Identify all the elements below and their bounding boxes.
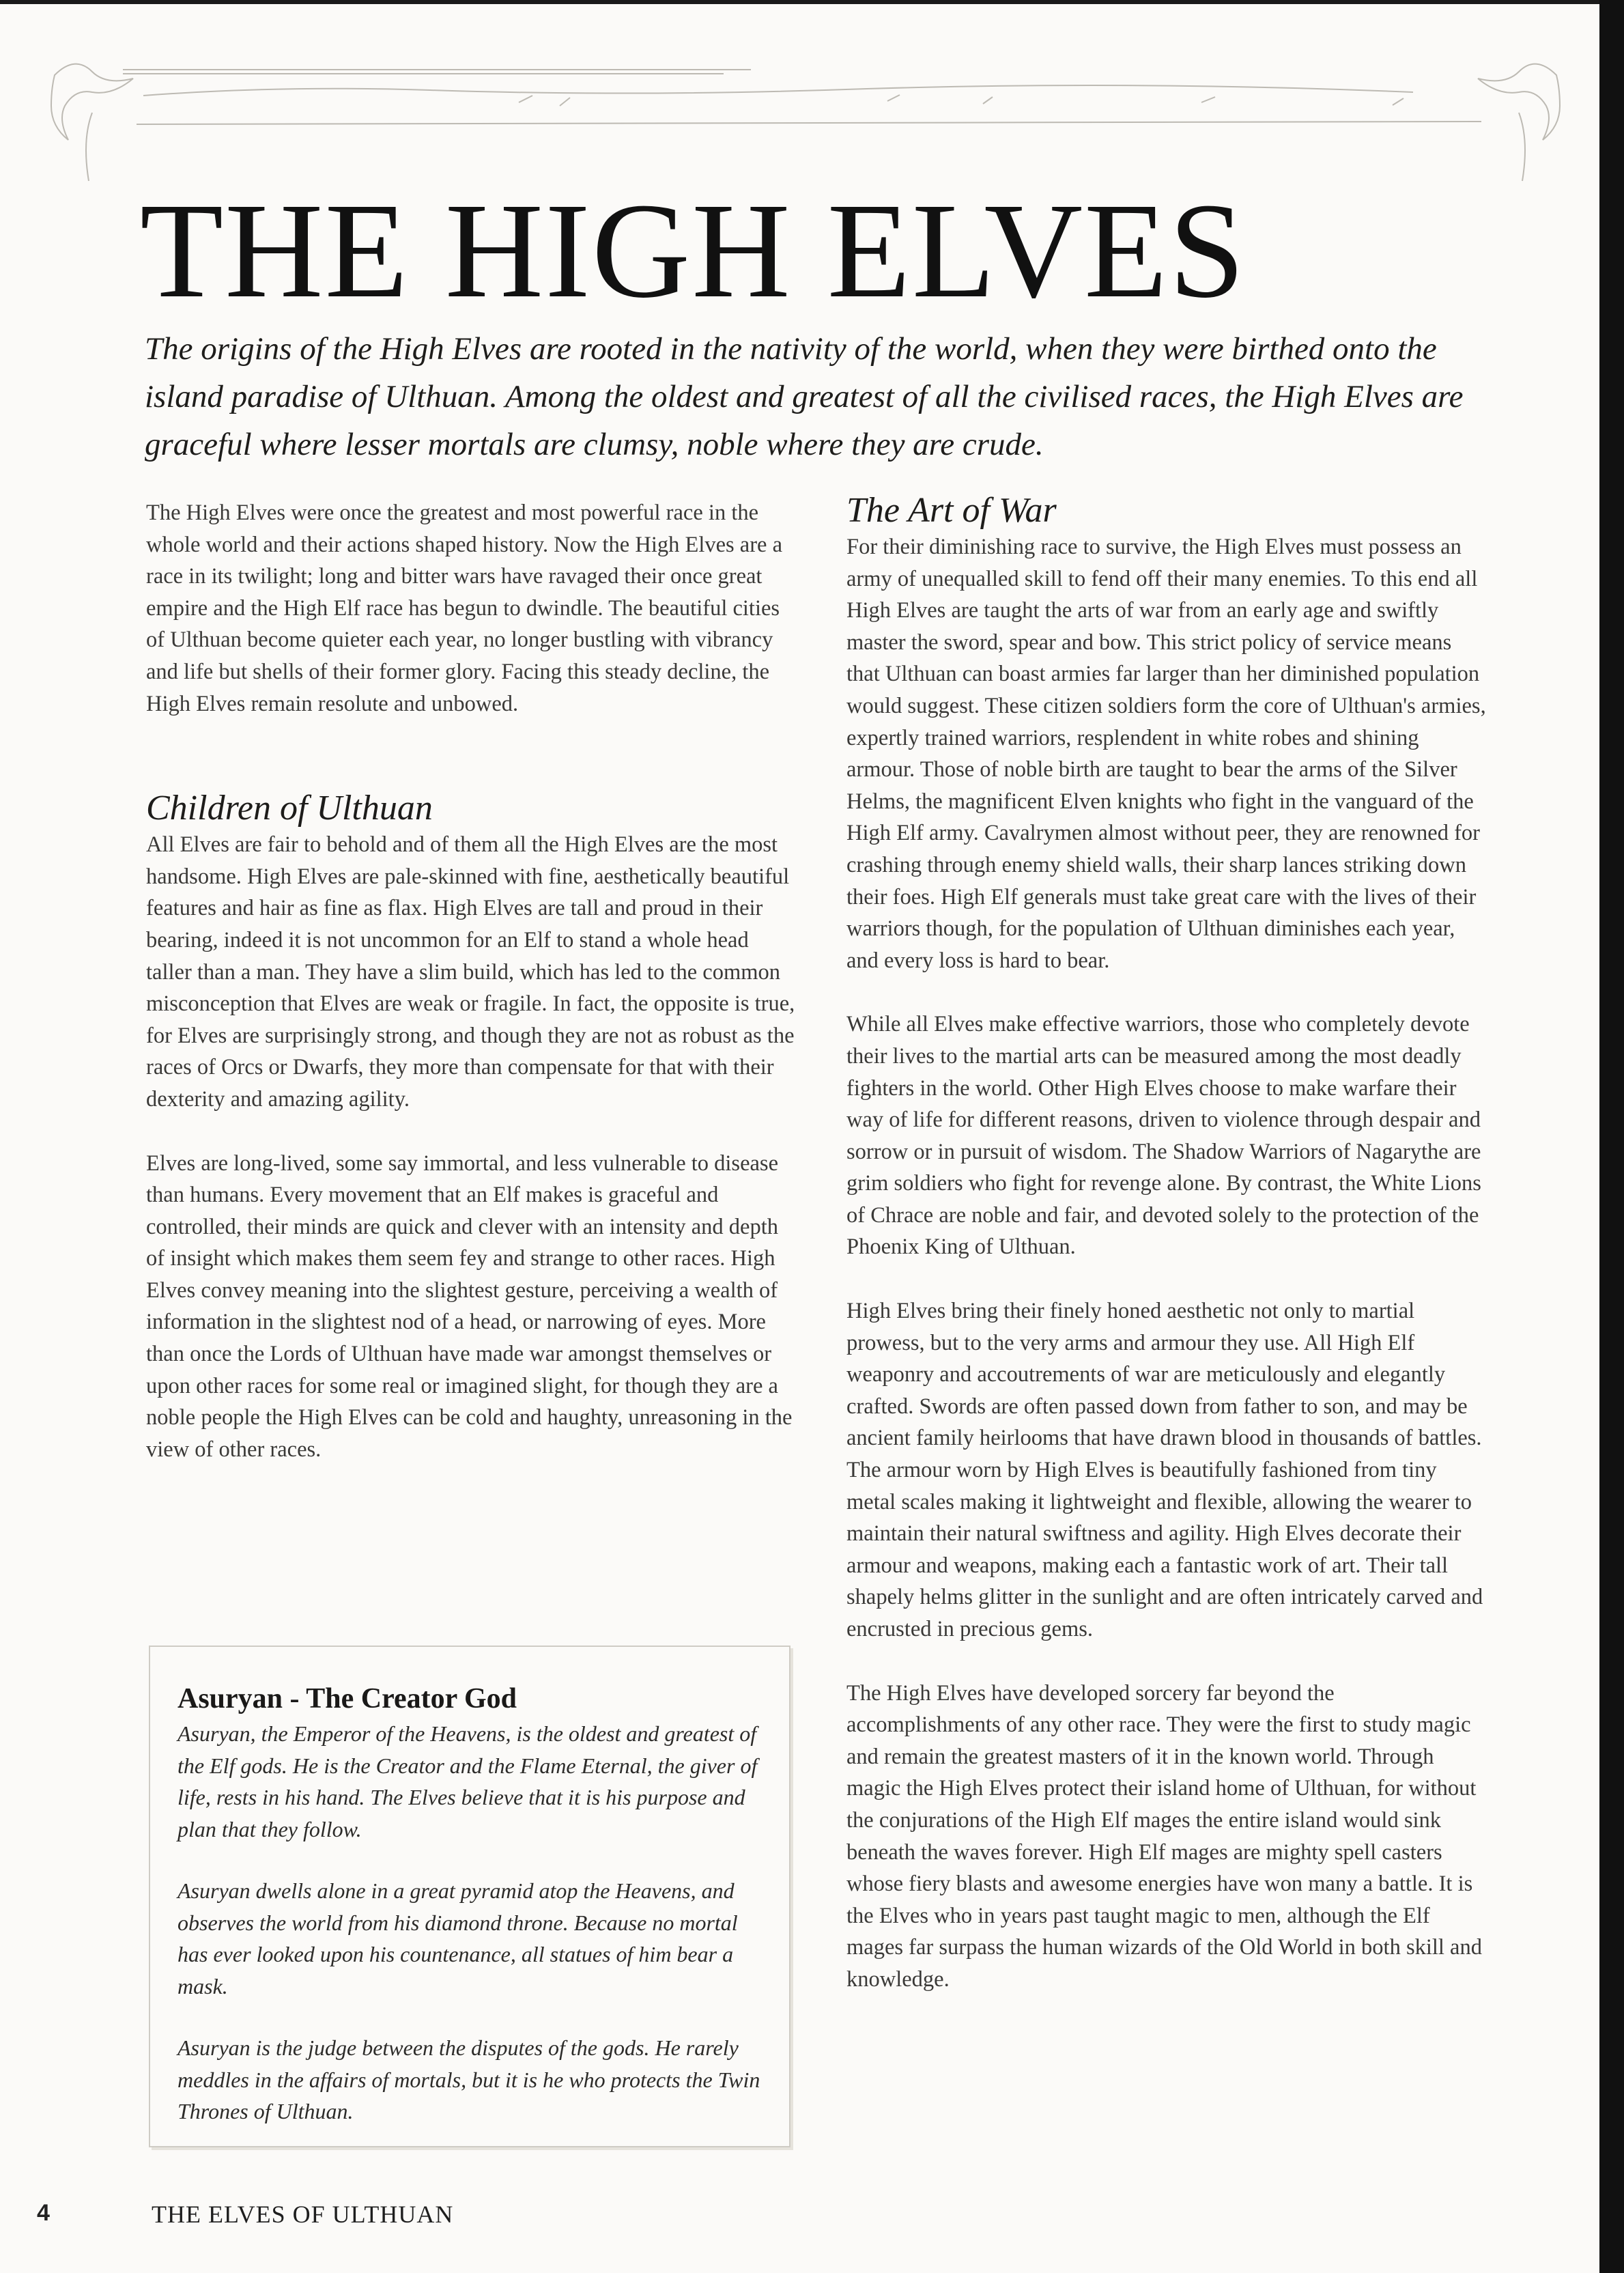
sidebar-heading: Asuryan - The Creator God xyxy=(177,1683,517,1714)
right-dragon-ornament xyxy=(1478,64,1560,140)
top-border-ornament xyxy=(41,48,1570,191)
intro-paragraph: The origins of the High Elves are rooted in the nativity of the world, when they were birthed onto the island paradise of Ulthuan. Among the oldest and greatest of all the civilised races, the High Elves are graceful where lesser mortals are clumsy, noble where they are crude. xyxy=(145,331,1464,462)
running-footer-title: THE ELVES OF ULTHUAN xyxy=(152,2201,454,2228)
sidebar-paragraph-2: Asuryan dwells alone in a great pyramid atop the Heavens, and observes the world from his diamond throne. Because no mortal has ever looked upon his countenance, all statues of him bear a mask. xyxy=(177,1878,738,1999)
opening-paragraph: The High Elves were once the greatest and most powerful race in the whole world and their actions shaped history. Now the High Elves are a race in its twilight; long and bitter wars have ravaged their once great empire and the High Elf race has begun to dwindle. The beautiful cities of Ulthuan become quieter each year, no longer bustling with vibrancy and life but shells of their former glory. Facing this steady decline, the High Elves remain resolute and unbowed. xyxy=(146,500,783,716)
sidebar-paragraph-3: Asuryan is the judge between the disputes of the gods. He rarely meddles in the affairs of mortals, but it is he who protects the Twin Thrones of Ulthuan. xyxy=(177,2035,760,2123)
asuryan-sidebar-box xyxy=(149,1646,790,2147)
children-paragraph-2: Elves are long-lived, some say immortal, and less vulnerable to disease than humans. Every movement that an Elf makes is graceful and controlled, their minds are quick and clever with an intensity and depth of insight which makes them seem fey and strange to other races. High Elves convey meaning into the slightest gesture, perceiving a wealth of information in the slightest nod of a head, or narrowing of eyes. More than once the Lords of Ulthuan have made war amongst themselves or upon other races for some real or imagined slight, for though they are a noble people the High Elves can be cold and haughty, unreasoning in the view of other races. xyxy=(146,1150,793,1462)
art-paragraph-4: The High Elves have developed sorcery far beyond the accomplishments of any other race. They were the first to study magic and remain the greatest masters of it in the known world. Through magic the High Elves protect their island home of Ulthuan, for without the conjurations of the High Elf mages the entire island would sink beneath the waves forever. High Elf mages are mighty spell casters whose fiery blasts and awesome energies have won many a battle. It is the Elves who in years past taught magic to men, although the Elf mages far surpass the human wizards of the Old World in both skill and knowledge. xyxy=(846,1680,1482,1992)
right-column xyxy=(846,490,1488,1996)
children-heading: Children of Ulthuan xyxy=(146,789,433,828)
left-column xyxy=(146,497,798,1465)
art-of-war-heading: The Art of War xyxy=(846,491,1057,530)
art-paragraph-3: High Elves bring their finely honed aesthetic not only to martial prowess, but to the very arms and armour they use. All High Elf weaponry and accoutrements of war are meticulously and elegantly crafted. Swords are often passed down from father to son, and may be ancient family heirlooms that have drawn blood in thousands of battles. The armour worn by High Elves is beautifully fashioned from tiny metal scales making it lightweight and flexible, allowing the wearer to maintain their natural swiftness and agility. High Elves decorate their armour and weapons, making each a fantastic work of art. Their tall shapely helms glitter in the sunlight and are often intricately carved and encrusted in precious gems. xyxy=(846,1299,1483,1641)
children-paragraph-1: All Elves are fair to behold and of them all the High Elves are the most handsome. High Elves are pale-skinned with fine, aesthetically beautiful features and hair as fine as flax. High Elves are tall and proud in their bearing, indeed it is not uncommon for an Elf to stand a whole head taller than a man. They have a slim build, which has led to the common misconception that Elves are weak or fragile. In fact, the opposite is true, for Elves are surprisingly strong, and though they are not as robust as the races of Orcs or Dwarfs, they more than compensate for that with their dexterity and amazing agility. xyxy=(146,832,795,1112)
sidebar-paragraph-1: Asuryan, the Emperor of the Heavens, is the oldest and greatest of the Elf gods. He is the Creator and the Flame Eternal, the giver of life, rests in his hand. The Elves believe that it is his purpose and plan that they follow. xyxy=(177,1721,758,1841)
left-dragon-ornament xyxy=(51,64,133,140)
page-number: 4 xyxy=(37,2200,50,2226)
art-paragraph-2: While all Elves make effective warriors, those who completely devote their lives to the martial arts can be measured among the most deadly fighters in the world. Other High Elves choose to make warfare their way of life for different reasons, driven to violence through despair and sorrow or in pursuit of wisdom. The Shadow Warriors of Nagarythe are grim soldiers who fight for revenge alone. By contrast, the White Lions of Chrace are noble and fair, and devoted solely to the protection of the Phoenix King of Ulthuan. xyxy=(846,1012,1481,1260)
page-title: THE HIGH ELVES xyxy=(140,175,1247,326)
art-paragraph-1: For their diminishing race to survive, the High Elves must possess an army of unequalled skill to fend off their many enemies. To this end all High Elves are taught the arts of war from an early age and swiftly master the sword, spear and bow. This strict policy of service means that Ulthuan can boast armies far larger than her diminished population would suggest. These citizen soldiers form the core of Ulthuan's armies, expertly trained warriors, resplendent in white robes and shining armour. Those of noble birth are taught to bear the arms of the Silver Helms, the magnificent Elven knights who fight in the vanguard of the High Elf army. Cavalrymen almost without peer, they are renowned for crashing through enemy shield walls, their sharp lances striking down their foes. High Elf generals must take great care with the lives of their warriors though, for the population of Ulthuan diminishes each year, and every loss is hard to bear. xyxy=(846,535,1486,973)
page-right-edge xyxy=(1599,0,1624,2273)
